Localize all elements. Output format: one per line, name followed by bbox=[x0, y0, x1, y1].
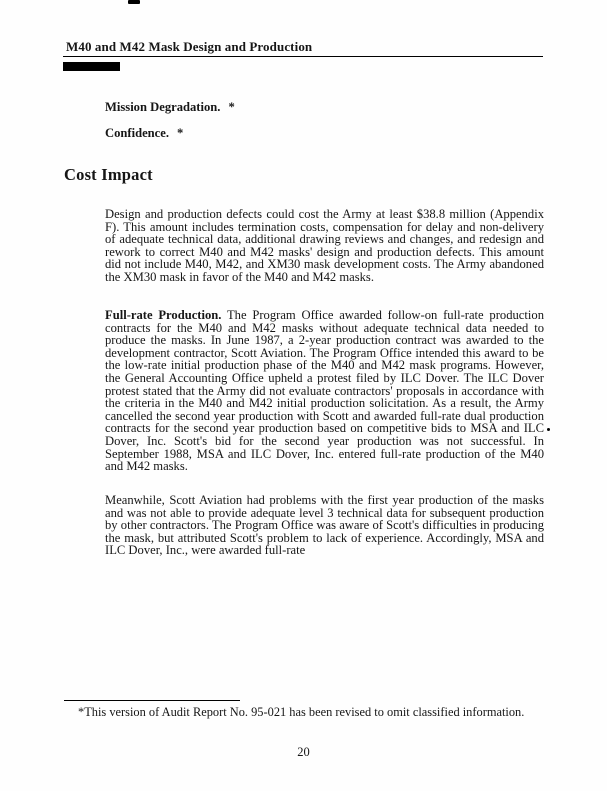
list-item-label: Confidence. bbox=[105, 126, 170, 140]
paragraph-bold-lead: Full-rate Production. bbox=[105, 308, 222, 322]
footnote-marker: * bbox=[177, 126, 184, 140]
scan-artifact-right bbox=[547, 428, 550, 431]
paragraph-meanwhile: Meanwhile, Scott Aviation had problems with the first year production of the masks and was not able to provide adequate level 3 technical data for subsequent production by other contractors. The Program Office was aware of Scott's difficulties in producing the mask, but attributed Scott's problem to lack of experience. Accordingly, MSA and ILC Dover, Inc., were awarded full-rate bbox=[105, 493, 544, 558]
paragraph-full-rate-production bbox=[105, 309, 544, 473]
header-thick-bar bbox=[63, 62, 120, 71]
list-item-mission-degradation bbox=[105, 100, 235, 115]
list-item-confidence bbox=[105, 126, 183, 141]
footnote-marker: * bbox=[228, 100, 235, 114]
header-rule bbox=[63, 56, 543, 57]
running-header-title: M40 and M42 Mask Design and Production bbox=[66, 39, 313, 54]
paragraph-cost-impact: Design and production defects could cost the Army at least $38.8 million (Appendix F). This amount includes termination costs, compensation for delay and non-delivery of adequate technical data, additional drawing reviews and changes, and redesign and rework to correct M40 and M42 masks' design and production defects. This amount did not include M40, M42, and XM30 mask development costs. The Army abandoned the XM30 mask in favor of the M40 and M42 masks. bbox=[105, 207, 544, 284]
page-number: 20 bbox=[297, 745, 310, 759]
scan-artifact-top bbox=[128, 0, 140, 4]
section-heading-cost-impact: Cost Impact bbox=[64, 165, 153, 184]
footnote-text: *This version of Audit Report No. 95-021 has been revised to omit classified information. bbox=[78, 705, 525, 719]
footnote-rule bbox=[64, 700, 240, 701]
paragraph-body-text: The Program Office awarded follow-on full-rate production contracts for the M40 and M42 masks without adequate technical data needed to produce the masks. In June 1987, a 2-year production contract was awarded to the development contractor, Scott Aviation. The Program Office intended this award to be the low-rate initial production phase of the M40 and M42 mask programs. However, the General Accounting Office upheld a protest filed by ILC Dover. The ILC Dover protest stated that the Army did not evaluate contractors' proposals in accordance with the criteria in the M40 and M42 initial production solicitation. As a result, the Army cancelled the second year production with Scott and awarded full-rate dual production contracts for the second year production based on competitive bids to MSA and ILC Dover, Inc. Scott's bid for the second year production was not successful. In September 1988, MSA and ILC Dover, Inc. entered full-rate production of the M40 and M42 masks. bbox=[105, 308, 544, 474]
list-item-label: Mission Degradation. bbox=[105, 100, 221, 114]
